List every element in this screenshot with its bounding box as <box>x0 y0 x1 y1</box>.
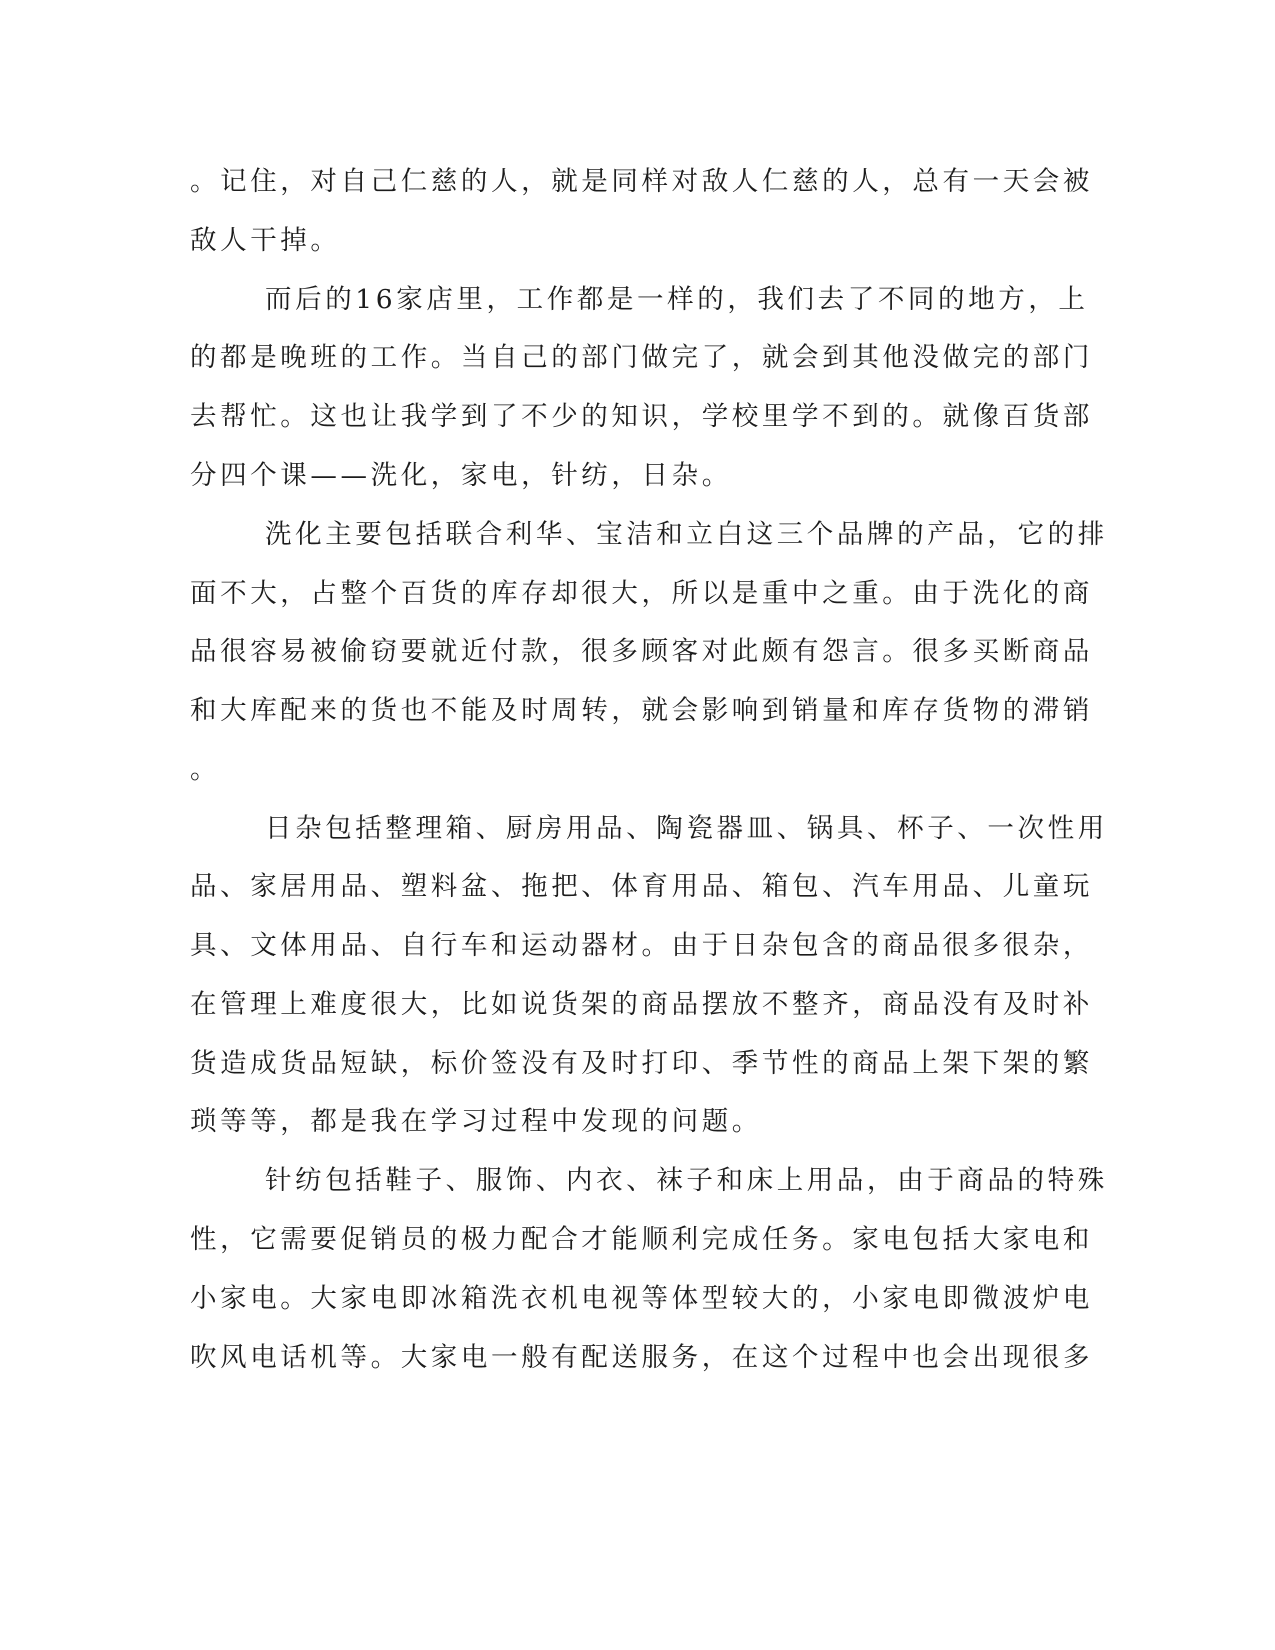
text-line: 品很容易被偷窃要就近付款，很多顾客对此颇有怨言。很多买断商品 <box>190 636 1093 667</box>
paragraph-first-line: 日杂包括整理箱、厨房用品、陶瓷器皿、锅具、杯子、一次性用 <box>265 813 1108 844</box>
text-line: 。 <box>190 754 221 785</box>
paragraph-first-line: 洗化主要包括联合利华、宝洁和立白这三个品牌的产品，它的排 <box>265 519 1108 550</box>
text-line: 敌人干掉。 <box>190 225 341 256</box>
text-line: 琐等等，都是我在学习过程中发现的问题。 <box>190 1106 762 1137</box>
text-line: 吹风电话机等。大家电一般有配送服务，在这个过程中也会出现很多 <box>190 1342 1093 1373</box>
text-line: 面不大，占整个百货的库存却很大，所以是重中之重。由于洗化的商 <box>190 578 1093 609</box>
text-line: 的都是晚班的工作。当自己的部门做完了，就会到其他没做完的部门 <box>190 342 1093 373</box>
text-line: 具、文体用品、自行车和运动器材。由于日杂包含的商品很多很杂， <box>190 930 1093 961</box>
text-line: 和大库配来的货也不能及时周转，就会影响到销量和库存货物的滞销 <box>190 695 1093 726</box>
text-line: 。记住，对自己仁慈的人，就是同样对敌人仁慈的人，总有一天会被 <box>190 166 1093 197</box>
text-line: 在管理上难度很大，比如说货架的商品摆放不整齐，商品没有及时补 <box>190 989 1093 1020</box>
text-line: 货造成货品短缺，标价签没有及时打印、季节性的商品上架下架的繁 <box>190 1048 1093 1079</box>
text-line: 去帮忙。这也让我学到了不少的知识，学校里学不到的。就像百货部 <box>190 401 1093 432</box>
text-line: 性，它需要促销员的极力配合才能顺利完成任务。家电包括大家电和 <box>190 1224 1093 1255</box>
text-line: 小家电。大家电即冰箱洗衣机电视等体型较大的，小家电即微波炉电 <box>190 1283 1093 1314</box>
text-line: 品、家居用品、塑料盆、拖把、体育用品、箱包、汽车用品、儿童玩 <box>190 871 1093 902</box>
paragraph-first-line: 而后的16家店里，工作都是一样的，我们去了不同的地方，上 <box>265 284 1089 315</box>
paragraph-first-line: 针纺包括鞋子、服饰、内衣、袜子和床上用品，由于商品的特殊 <box>265 1165 1108 1196</box>
text-line: 分四个课——洗化，家电，针纺，日杂。 <box>190 460 732 491</box>
